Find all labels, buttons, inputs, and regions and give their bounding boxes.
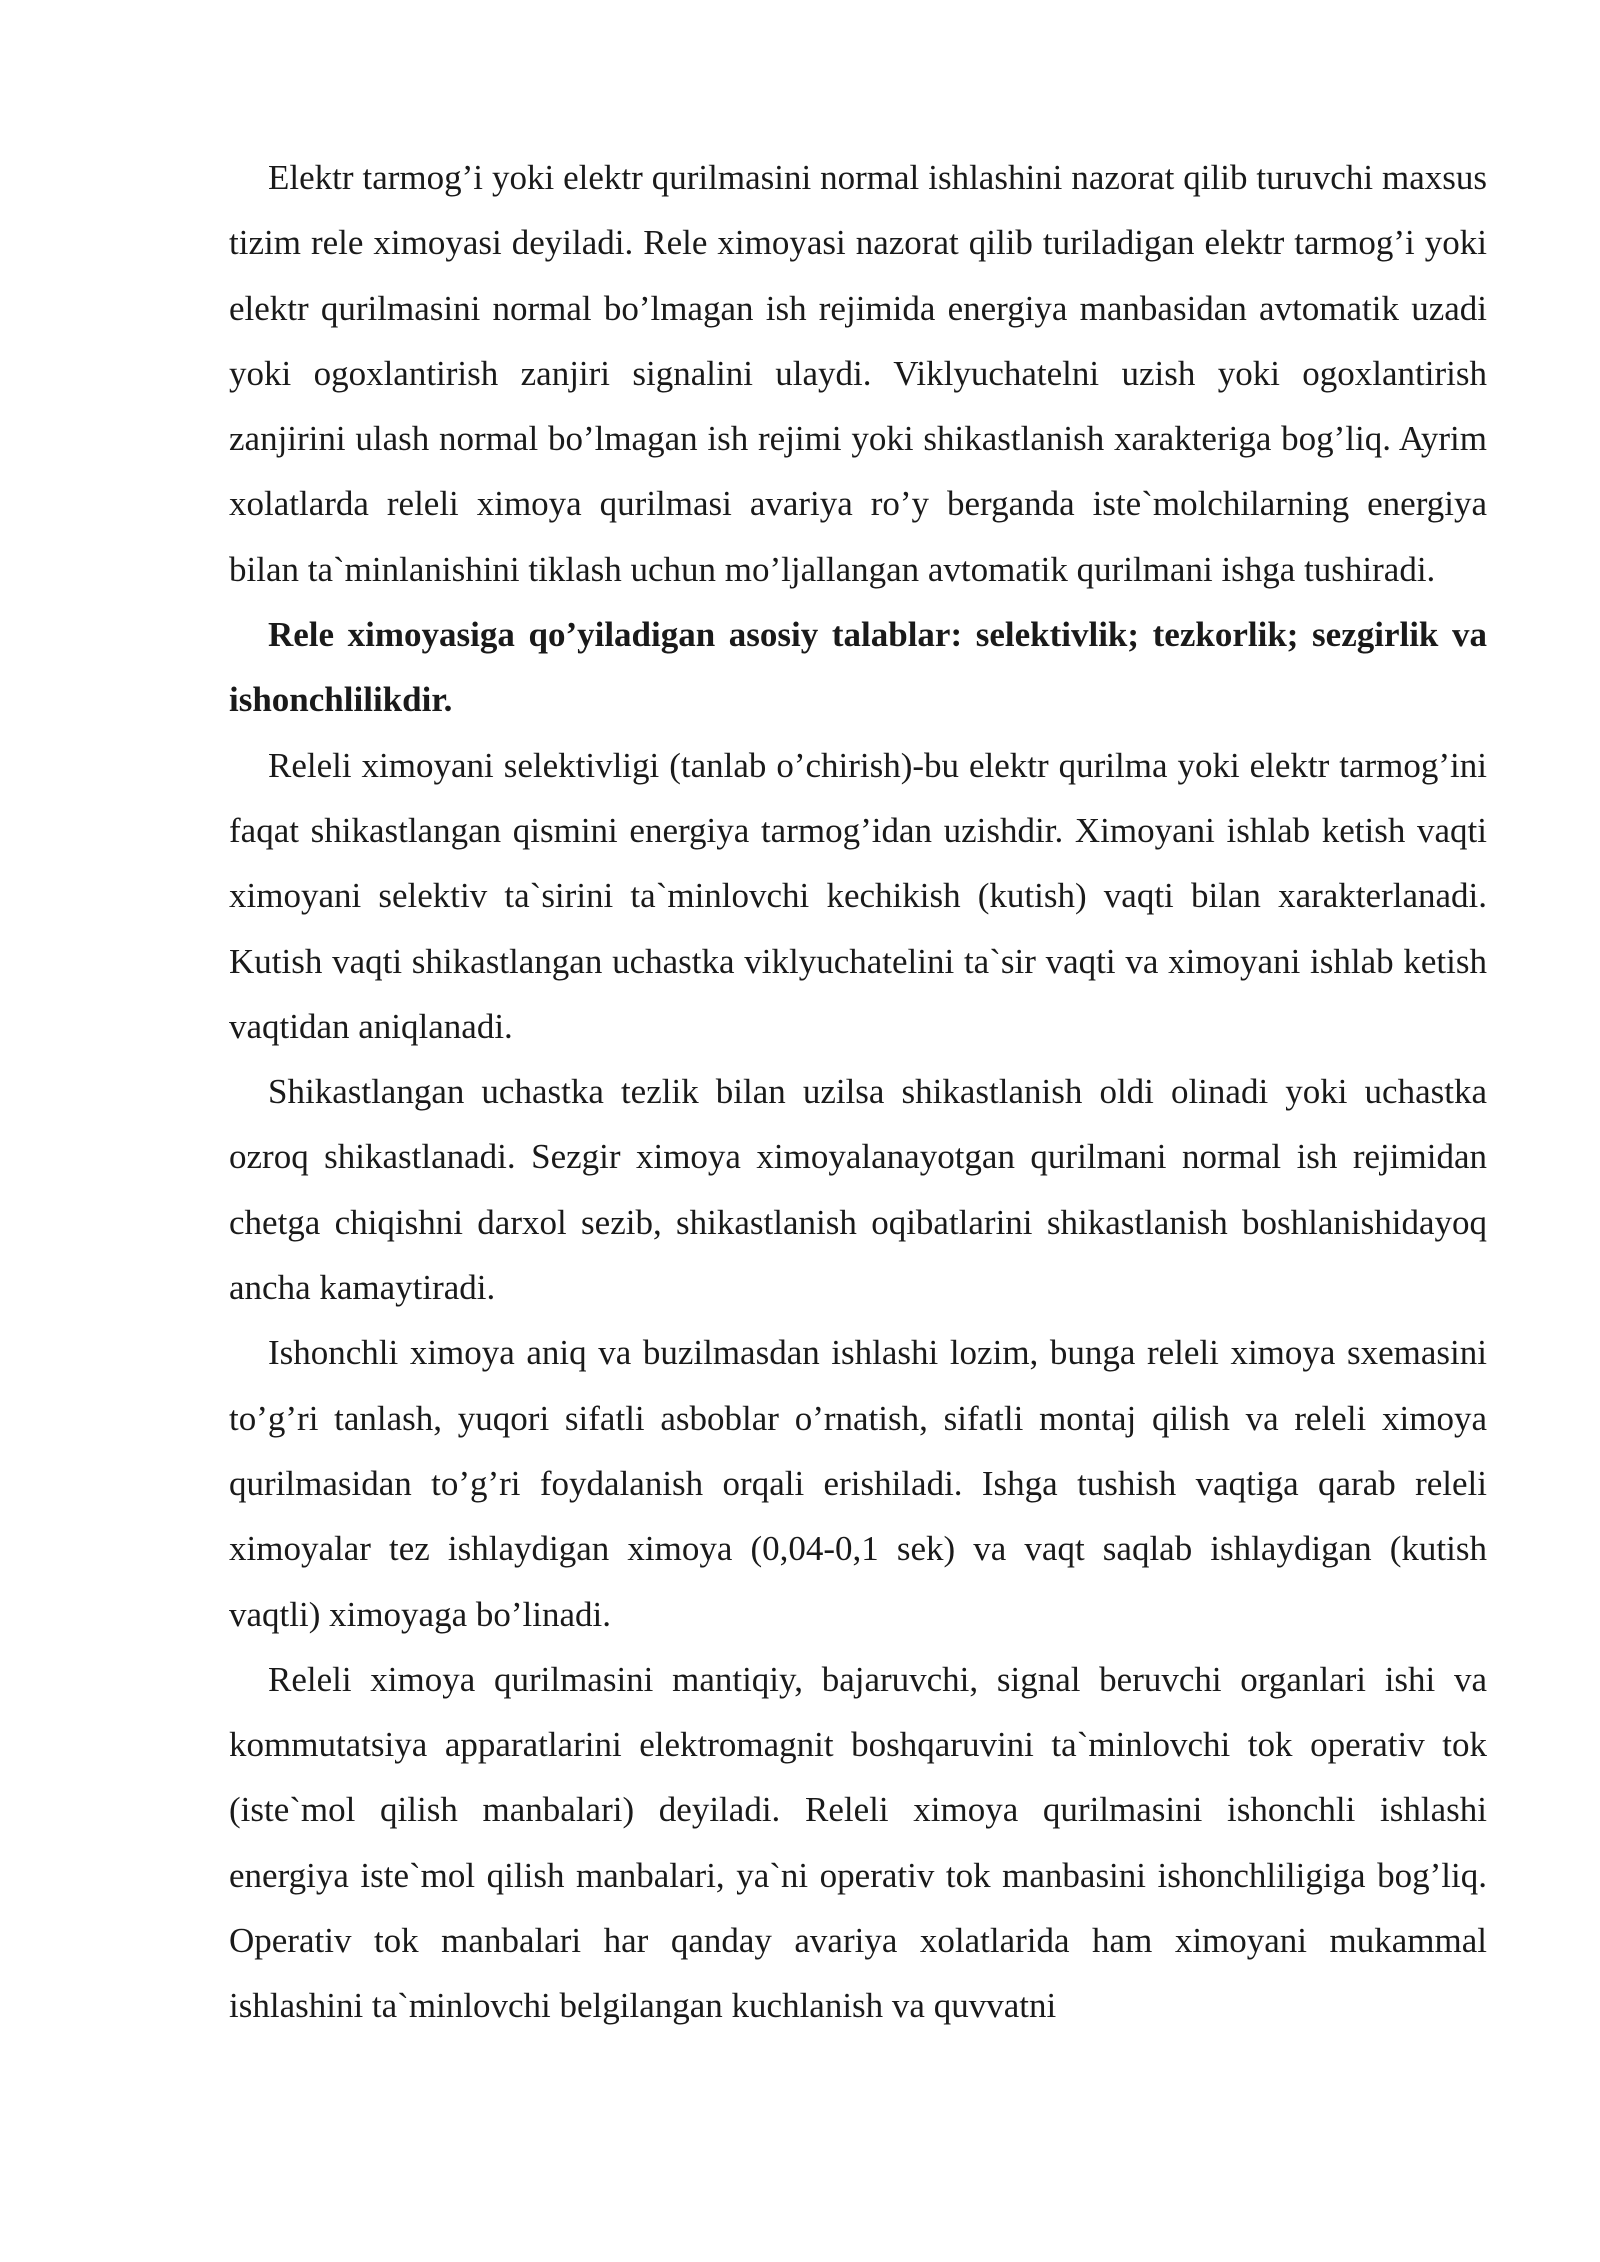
paragraph-reliability: Ishonchli ximoya aniq va buzilmasdan ishlashi lozim, bunga releli ximoya sxemasini to’g’ri tanlash, yuqori sifatli asboblar o’rnatish, sifatli montaj qilish va releli ximoya qurilmasidan to’g’ri foydalanish orqali erishiladi. Ishga tushish vaqtiga qarab releli ximoyalar tez ishlaydigan ximoya (0,04-0,1 sek) va vaqt saqlab ishlaydigan (kutish vaqtli) ximoyaga bo’linadi. <box>229 1333 1487 1634</box>
paragraph-requirements: Rele ximoyasiga qo’yiladigan asosiy talablar: selektivlik; tezkorlik; sezgirlik va ishonchlilikdir. <box>229 615 1487 720</box>
paragraph-speed-sensitivity: Shikastlangan uchastka tezlik bilan uzilsa shikastlanish oldi olinadi yoki uchastka ozroq shikastlanadi. Sezgir ximoya ximoyalanayotgan qurilmani normal ish rejimidan chetga chiqishni darxol sezib, shikastlanish oqibatlarini shikastlanish boshlanishidayoq ancha kamaytiradi. <box>229 1072 1487 1308</box>
document-page <box>229 145 1487 2039</box>
paragraph-selectivity: Releli ximoyani selektivligi (tanlab o’chirish)-bu elektr qurilma yoki elektr tarmog’ini faqat shikastlangan qismini energiya tarmog’idan uzishdir. Ximoyani ishlab ketish vaqti ximoyani selektiv ta`sirini ta`minlovchi kechikish (kutish) vaqti bilan xarakterlanadi. Kutish vaqti shikastlangan uchastka viklyuchatelini ta`sir vaqti va ximoyani ishlab ketish vaqtidan aniqlanadi. <box>229 745 1487 1046</box>
paragraph-definition: Elektr tarmog’i yoki elektr qurilmasini normal ishlashini nazorat qilib turuvchi maxsus tizim rele ximoyasi deyiladi. Rele ximoyasi nazorat qilib turiladigan elektr tarmog’i yoki elektr qurilmasini normal bo’lmagan ish rejimida energiya manbasidan avtomatik uzadi yoki ogoxlantirish zanjiri signalini ulaydi. Viklyuchatelni uzish yoki ogoxlantirish zanjirini ulash normal bo’lmagan ish rejimi yoki shikastlanish xarakteriga bog’liq. Ayrim xolatlarda releli ximoya qurilmasi avariya ro’y berganda iste`molchilarning energiya bilan ta`minlanishini tiklash uchun mo’ljallangan avtomatik qurilmani ishga tushiradi. <box>229 158 1487 589</box>
paragraph-operative-current: Releli ximoya qurilmasini mantiqiy, bajaruvchi, signal beruvchi organlari ishi va kommutatsiya apparatlarini elektromagnit boshqaruvini ta`minlovchi tok operativ tok (iste`mol qilish manbalari) deyiladi. Releli ximoya qurilmasini ishonchli ishlashi energiya iste`mol qilish manbalari, ya`ni operativ tok manbasini ishonchliligiga bog’liq. Operativ tok manbalari har qanday avariya xolatlarida ham ximoyani mukammal ishlashini ta`minlovchi belgilangan kuchlanish va quvvatni <box>229 1659 1487 2026</box>
